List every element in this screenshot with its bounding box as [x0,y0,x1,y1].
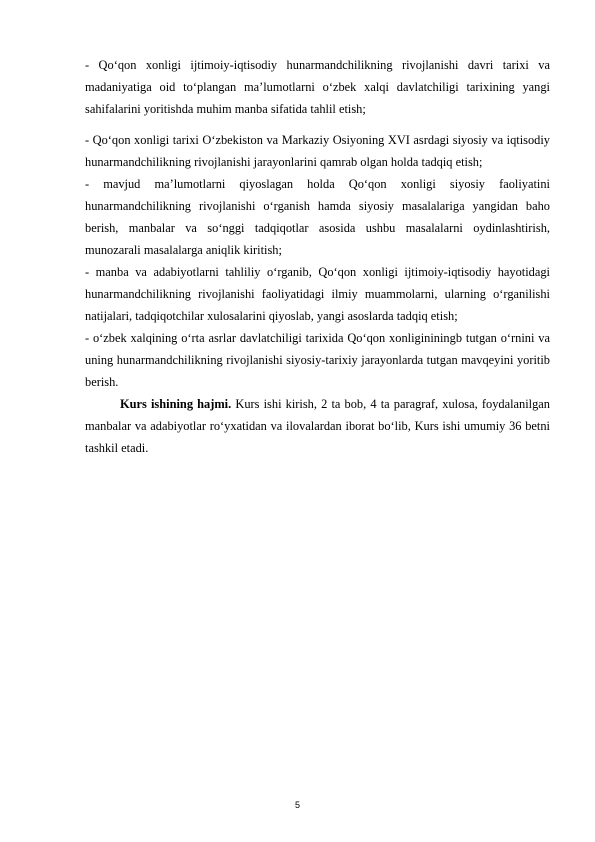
paragraph-4: - manba va adabiyotlarni tahliliy o‘rganib, Qo‘qon xonligi ijtimoiy-iqtisodiy hayotidagi hunarmandchilikning rivojlanishi faoliyatidagi ilmiy muammolarni, ularning o‘rganilishi natijalari, tadqiqotchilar xulosalarini qiyoslab, yangi asoslarda tadqiq etish; [85,265,550,323]
paragraph-2: - Qo‘qon xonligi tarixi O‘zbekiston va Markaziy Osiyoning XVI asrdagi siyosiy va iqtisodiy hunarmandchilikning rivojlanishi jarayonlarini qamrab olgan holda tadqiq etish; [85,133,550,169]
document-body [85,54,550,459]
volume-text: Kurs ishi kirish, 2 ta bob, 4 ta paragraf, xulosa, foydalanilgan manbalar va adabiyotlar ro‘yxatidan va ilovalardan iborat bo‘lib, Kurs ishi umumiy 36 betni tashkil etadi. [85,397,550,455]
paragraph-5: - o‘zbek xalqining o‘rta asrlar davlatchiligi tarixida Qo‘qon xonligininingb tutgan o‘rnini va uning hunarmandchilikning rivojlanishi siyosiy-tarixiy jarayonlarda tutgan mavqeyini yoritib berish. [85,331,550,389]
paragraph-3: - mavjud ma’lumotlarni qiyoslagan holda Qo‘qon xonligi siyosiy faoliyatini hunarmandchilikning rivojlanishi o‘rganish hamda siyosiy masalalariga yangidan baho berish, manbalar va so‘nggi tadqiqotlar asosida ushbu masalalarni oydinlashtirish, munozarali masalalarga aniqlik kiritish; [85,177,550,257]
paragraph-volume [85,393,550,459]
volume-label: Kurs ishining hajmi. [120,397,232,411]
page-number: 5 [294,800,300,810]
paragraph-1: - Qo‘qon xonligi ijtimoiy-iqtisodiy hunarmandchilikning rivojlanishi davri tarixi va madaniyatiga oid to‘plangan ma’lumotlarni o‘zbek xalqi davlatchiligi tarixining yangi sahifalarini yoritishda muhim manba sifatida tahlil etish; [85,58,550,116]
